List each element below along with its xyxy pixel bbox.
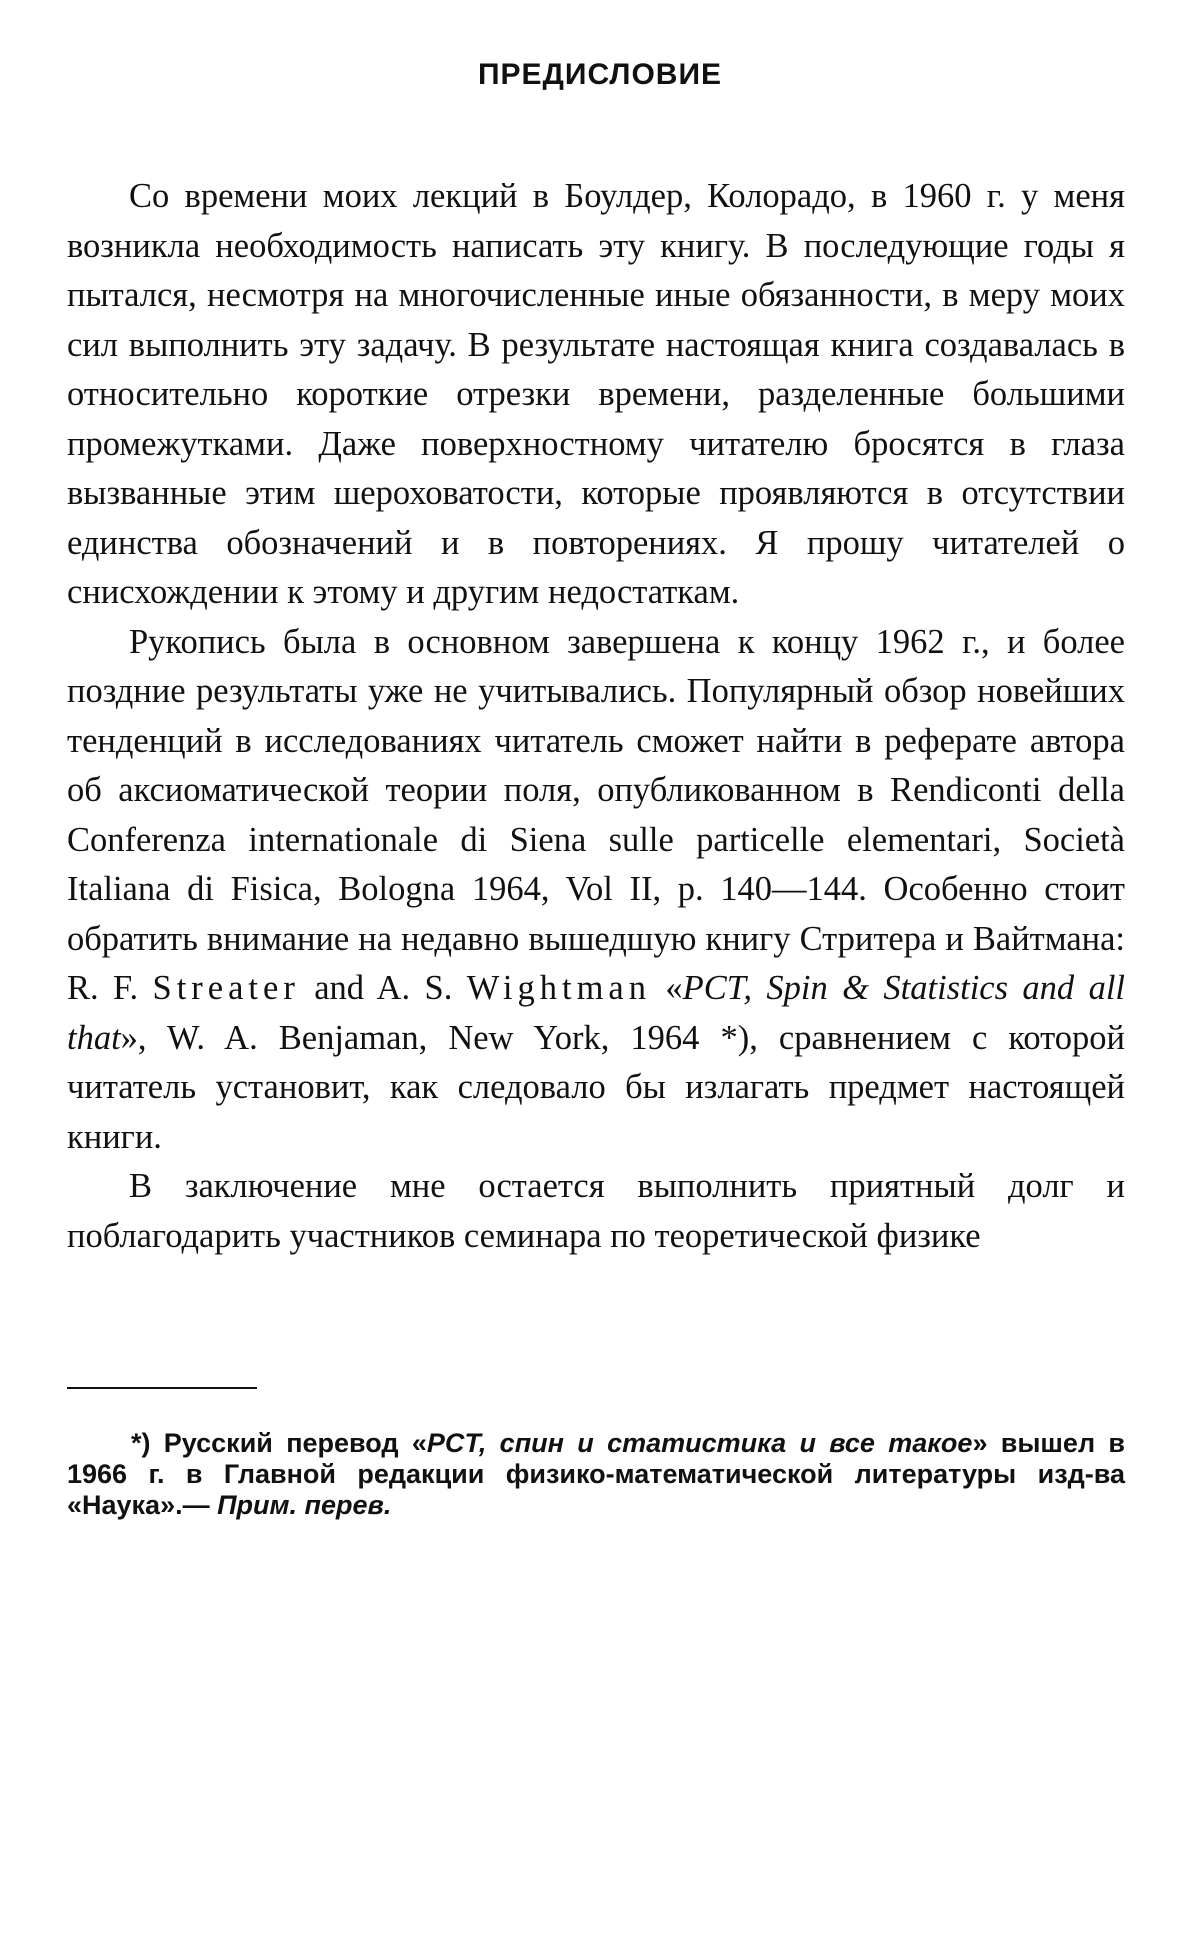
quote-close: »: [120, 1018, 138, 1057]
footnote: [67, 1428, 1125, 1521]
author-wightman: Wightman: [466, 969, 651, 1007]
translator-note: Прим. перев.: [217, 1490, 392, 1520]
author-streater: Streater: [152, 969, 300, 1007]
preface-body: [67, 172, 1125, 1261]
paragraph-2-text-a: Рукопись была в основном завершена к концу 1962 г., и более поздние результаты уже не учитывались. Популярный обзор новейших тенденций в исследованиях читатель сможет найти в реферате автора об аксиоматической теории поля, опубликованном в Rendiconti della Conferenza internationale di Siena sulle particelle elementari, Società Italiana di Fisica, Bologna 1964, Vol II, p. 140—144. Особенно стоит обратить внимание на недавно вышедшую книгу Стритера и Вайтмана: R. F.: [67, 622, 1125, 1007]
footnote-text: » вышел в 1966 г. в Главной редакции физико-математической литературы изд-ва «Наука».—: [67, 1428, 1125, 1520]
footnote-title: PCT, спин и статистика и все такое: [426, 1428, 973, 1458]
quote-open: «: [651, 969, 683, 1007]
footnote-divider: [67, 1387, 257, 1389]
paragraph-2: [67, 618, 1125, 1163]
footnote-marker: *) Русский перевод «: [131, 1428, 427, 1458]
book-title: PCT, Spin & Statistics and all that: [67, 969, 1126, 1057]
paragraph-2-and: and A. S.: [299, 969, 467, 1007]
paragraph-3: В заключение мне остается выполнить приятный долг и поблагодарить участников семинара по теоретической физике: [67, 1167, 1125, 1255]
paragraph-2-text-b: , W. A. Benjaman, New York, 1964 *), сравнением с которой читатель установит, как следовало бы излагать предмет настоящей книги.: [67, 1018, 1125, 1156]
paragraph-1: Со времени моих лекций в Боулдер, Колорадо, в 1960 г. у меня возникла необходимость написать эту книгу. В последующие годы я пытался, несмотря на многочисленные иные обязанности, в меру моих сил выполнить эту задачу. В результате настоящая книга создавалась в относительно короткие отрезки времени, разделенные большими промежутками. Даже поверхностному читателю бросятся в глаза вызванные этим шероховатости, которые проявляются в отсутствии единства обозначений и в повторениях. Я прошу читателей о снисхождении к этому и другим недостаткам.: [67, 177, 1125, 611]
page-title: ПРЕДИСЛОВИЕ: [477, 58, 723, 91]
